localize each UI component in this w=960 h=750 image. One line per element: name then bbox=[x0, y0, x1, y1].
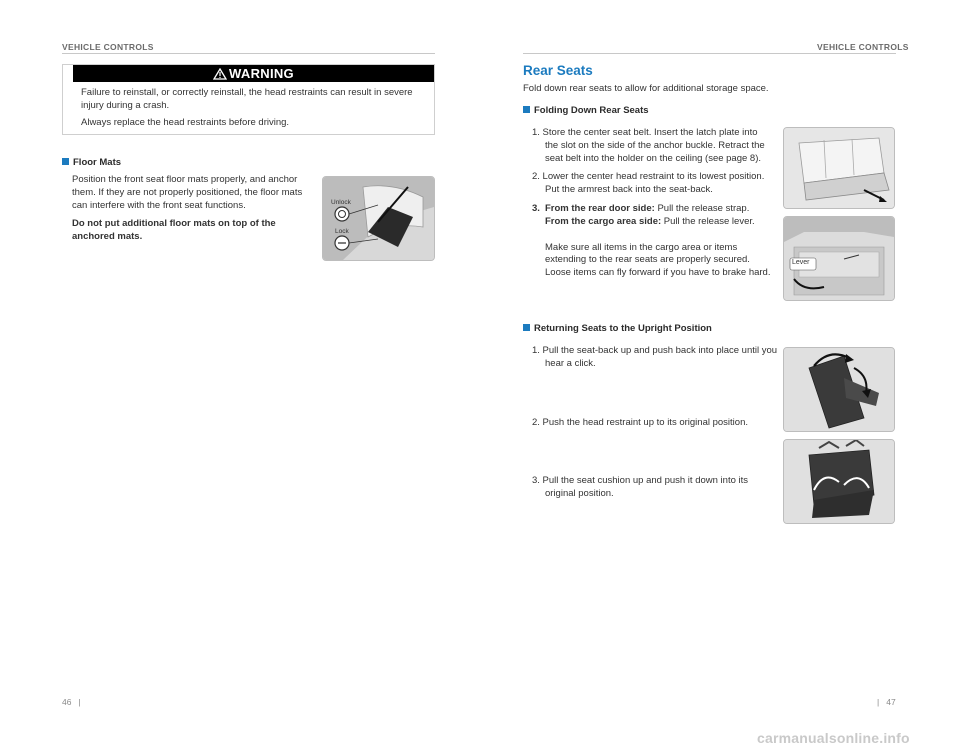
page-title: Rear Seats bbox=[523, 63, 593, 78]
left-running-header: VEHICLE CONTROLS bbox=[62, 42, 154, 52]
folding-step-3 bbox=[532, 203, 772, 280]
section-marker-icon bbox=[523, 324, 530, 331]
floor-mats-note: Do not put additional floor mats on top of the anchored mats. bbox=[72, 218, 276, 242]
cargo-side-label: From the cargo area side: bbox=[545, 215, 662, 227]
cargo-side-text: Pull the release lever. bbox=[661, 215, 755, 227]
right-page-number: | 47 bbox=[877, 697, 896, 707]
right-page-number-text: 47 bbox=[886, 697, 896, 707]
seatback-upright-image bbox=[783, 347, 895, 432]
folding-step-3-line-b bbox=[545, 216, 772, 229]
section-marker-icon bbox=[523, 106, 530, 113]
folding-step-2: 2. Lower the center head restraint to its lowest position. Put the armrest back into the seat-back. bbox=[532, 171, 765, 196]
cushion-upright-image bbox=[783, 439, 895, 524]
floor-mats-heading bbox=[62, 157, 121, 168]
section-marker-icon bbox=[62, 158, 69, 165]
right-header-rule bbox=[523, 53, 896, 54]
rear-door-side-text: Pull the release strap. bbox=[654, 202, 750, 214]
lock-label: Lock bbox=[335, 228, 349, 235]
rear-door-side-label: From the rear door side: bbox=[545, 202, 655, 214]
unlock-label: Unlock bbox=[331, 199, 351, 206]
warning-label: WARNING bbox=[229, 66, 294, 81]
right-running-header: VEHICLE CONTROLS bbox=[817, 42, 909, 52]
rear-seat-fold-image bbox=[783, 127, 895, 209]
folding-step-3-line-a bbox=[545, 203, 772, 216]
warning-text-1: Failure to reinstall, or correctly reinstall, the head restraints can result in severe injury during a crash. bbox=[81, 87, 413, 111]
floor-mats-heading-text: Floor Mats bbox=[73, 157, 122, 168]
folding-step-1: 1. Store the center seat belt. Insert the latch plate into the slot on the side of the anchor buckle. Retract the seat belt into the holder on the ceiling (see page 8). bbox=[532, 127, 765, 164]
folding-step-3-number: 3. bbox=[532, 202, 540, 214]
watermark: carmanualsonline.info bbox=[757, 730, 910, 746]
left-header-rule bbox=[62, 53, 435, 54]
returning-step-2: 2. Push the head restraint up to its original position. bbox=[532, 417, 748, 428]
warning-triangle-icon bbox=[213, 68, 227, 80]
returning-heading bbox=[523, 323, 712, 334]
returning-heading-text: Returning Seats to the Upright Position bbox=[534, 323, 712, 334]
warning-banner bbox=[73, 65, 434, 82]
left-page-number: 46 | bbox=[62, 697, 81, 707]
folding-step-3-note: Make sure all items in the cargo area or items extending to the rear seats are properly secured. Loose items can fly forward if you have to brake hard. bbox=[545, 241, 771, 279]
folding-heading-text: Folding Down Rear Seats bbox=[534, 105, 649, 116]
warning-box bbox=[62, 64, 435, 135]
left-page-number-text: 46 bbox=[62, 697, 72, 707]
folding-heading bbox=[523, 105, 649, 116]
warning-text-2: Always replace the head restraints before driving. bbox=[81, 117, 290, 128]
returning-step-3: 3. Pull the seat cushion up and push it down into its original position. bbox=[532, 475, 748, 499]
folding-steps bbox=[532, 127, 772, 280]
lever-label: Lever bbox=[792, 259, 810, 266]
floor-mats-body: Position the front seat floor mats properly, and anchor them. If they are not properly positioned, the floor mats can interfere with the front seat functions. bbox=[72, 174, 303, 211]
intro-text: Fold down rear seats to allow for additional storage space. bbox=[523, 83, 769, 94]
cargo-lever-image bbox=[783, 216, 895, 301]
returning-step-1: 1. Pull the seat-back up and push back into place until you hear a click. bbox=[532, 345, 778, 369]
floor-mat-anchor-image bbox=[322, 176, 435, 261]
